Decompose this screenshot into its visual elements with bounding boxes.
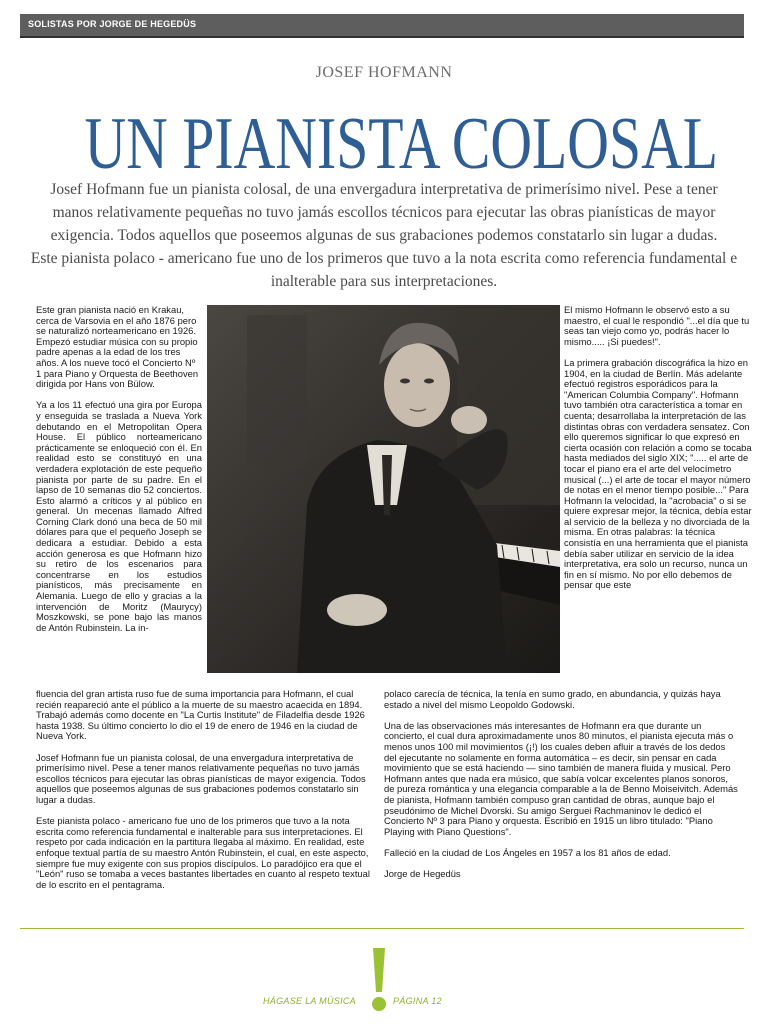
section-header-bar — [20, 14, 744, 38]
section-label: SOLISTAS POR JORGE DE HEGEDÜS — [28, 19, 197, 29]
pianist-photo-illustration — [207, 305, 560, 673]
article-lead — [30, 178, 738, 293]
article-kicker: JOSEF HOFMANN — [315, 64, 453, 81]
footer-page-number: PÁGINA 12 — [393, 996, 442, 1006]
footer-divider — [20, 928, 744, 929]
body-paragraph: La primera grabación discográfica la hizo en 1904, en la ciudad de Berlín. Más adelante efectuó registros esporádicos para la "American Columbia Company". Hofmann tuvo también otra característica a tomar en cuenta; desarrollaba la interpretación de las distintas obras con verdadera sensatez. Con ello queremos significar lo que expresó en cierta ocasión con relación a como se tocaba hasta mediados del siglo XIX; "..... el arte de tocar el piano era el arte del velocímetro musical (...) el arte de tocar el mayor número de notas en el menor tiempo posible..." Para Hofmann la velocidad, la "acrobacia" o si se quiere expresar mejor, la técnica, debía estar al servicio de la belleza y no divorciada de la misma. En otras palabras: la técnica consistía en una herramienta que el pianista debía saber utilizar en servicio de la idea interpretativa, era solo un recurso, nunca un fin en sí mismo. No por ello debemos de pensar que este — [564, 356, 752, 591]
lead-paragraph: Este pianista polaco - americano fue uno de los primeros que tuvo a la nota escrita como referencia fundamental e inalterable para sus interpretaciones. — [30, 250, 738, 290]
lead-paragraph: Josef Hofmann fue un pianista colosal, de una envergadura interpretativa de primerísimo nivel. Pese a tener manos relativamente pequeñas no tuvo jamás escollos técnicos para ejecutar las obras pianísticas de mayor exigencia. Todos aquellos que poseemos algunas de sus grabaciones podemos constatarlo sin lugar a dudas. — [50, 181, 718, 244]
exclamation-mark-icon — [367, 944, 391, 1014]
pianist-photo — [207, 305, 560, 673]
body-paragraph: polaco carecía de técnica, la tenía en sumo grado, en abundancia, y quizás haya estado a nivel del mismo Leopoldo Godowski. — [384, 688, 721, 710]
body-paragraph: Este gran pianista nació en Krakau, cerca de Varsovia en el año 1876 pero se naturalizó norteamericano en 1926. Empezó estudiar música con su propio padre apenas a la edad de los tres años. A los nueve tocó el Concierto Nº 1 para Piano y Orquesta de Beethoven dirigida por Hans von Bülow. — [36, 304, 199, 390]
body-column-left — [36, 305, 202, 644]
body-paragraph: fluencia del gran artista ruso fue de suma importancia para Hofmann, el cual recién reapareció ante el público a la muerte de su maestro acaecida en 1894. Trabajó además como docente en "La Curtis Institute" de Filadelfia desde 1926 hasta 1938. Su último concierto lo dio el 19 de enero de 1946 en la ciudad de Nueva York. — [36, 688, 365, 742]
body-paragraph: El mismo Hofmann le observó esto a su maestro, el cual le respondió "...el día que tu seas tan viejo como yo, podrás hacer lo mismo..... ¡Si puedes!". — [564, 304, 750, 347]
body-paragraph: Este pianista polaco - americano fue uno de los primeros que tuvo a la nota escrita como referencia fundamental e inalterable para sus interpretaciones. El respeto por cada indicación en la partitura llegaba al máximo. En realidad, este enfoque textual partía de su maestro Antón Rubinstein, el cual, en este aspecto, siempre fue muy exigente con sus propios discípulos. Lo paradójico era que el "León" ruso se tomaba a veces bastantes libertades en cuanto al respeto textual de lo escrito en el pentagrama. — [36, 815, 370, 890]
body-column-right — [564, 305, 754, 602]
body-paragraph: Falleció en la ciudad de Los Ángeles en 1957 a los 81 años de edad. — [384, 846, 671, 858]
body-paragraph: Ya a los 11 efectuó una gira por Europa y enseguida se traslada a Nueva York debutando en el Metropolitan Opera House. El público norteamericano prácticamente se enloqueció con él. En realidad esto se constituyó en una verdadera explotación de este pequeño pianista por parte de su padre. En el lapso de 10 semanas dio 52 conciertos. Esto alarmó a críticos y al público en general. Un mecenas llamado Alfred Corning Clark donó una beca de 50 mil dólares para que el pequeño Joseph se dedicara a estudiar. Debido a esta acción generosa es que Hofmann hizo su retiro de los escenarios para concentrarse en los estudios pianísticos, más precisamente en Alemania. Luego de ello y gracias a la intervención de Moritz (Maurycy) Moszkowski, se pone bajo las manos de Antón Rubinstein. La in- — [36, 399, 202, 633]
body-column-bottom-right — [384, 689, 740, 890]
body-column-bottom-left — [36, 689, 372, 901]
footer-magazine-name: HÁGASE LA MÚSICA — [263, 996, 356, 1006]
article-title: UN PIANISTA COLOSAL — [84, 103, 719, 185]
body-paragraph: Josef Hofmann fue un pianista colosal, de una envergadura interpretativa de primerísimo nivel. Pese a tener manos relativamente pequeñas no tuvo jamás escollos técnicos para ejecutar las obras pianísticas de mayor exigencia. Todos aquellos que poseemos algunas de sus grabaciones podemos constatarlo sin lugar a dudas. — [36, 751, 366, 805]
body-paragraph: Una de las observaciones más interesantes de Hofmann era que durante un concierto, el cual dura aproximadamente unos 80 minutos, el pianista ejecuta más o menos unos 100 mil movimientos (¡!) los cuales deben afluir a través de los dedos del ejecutante no solamente en forma automática – es decir, sin pensar en cada movimiento que se está haciendo — sino también de manera fluida y musical. Pero Hofmann antes que nada era músico, que sabía volcar excelentes planos sonoros, de pureza romántica y una elegancia comparable a la de Benno Moiseivitch. Además de pianista, Hofmann también compuso gran cantidad de obras, aunque bajo el pseudónimo de Michel Dvorski. Su amigo Serguei Rachmaninov le dedicó el Concierto Nº 3 para Piano y orquesta. Escribió en 1915 un libro titulado: "Piano Playing with Piano Questions". — [384, 719, 738, 837]
author-signature: Jorge de Hegedüs — [384, 868, 461, 880]
